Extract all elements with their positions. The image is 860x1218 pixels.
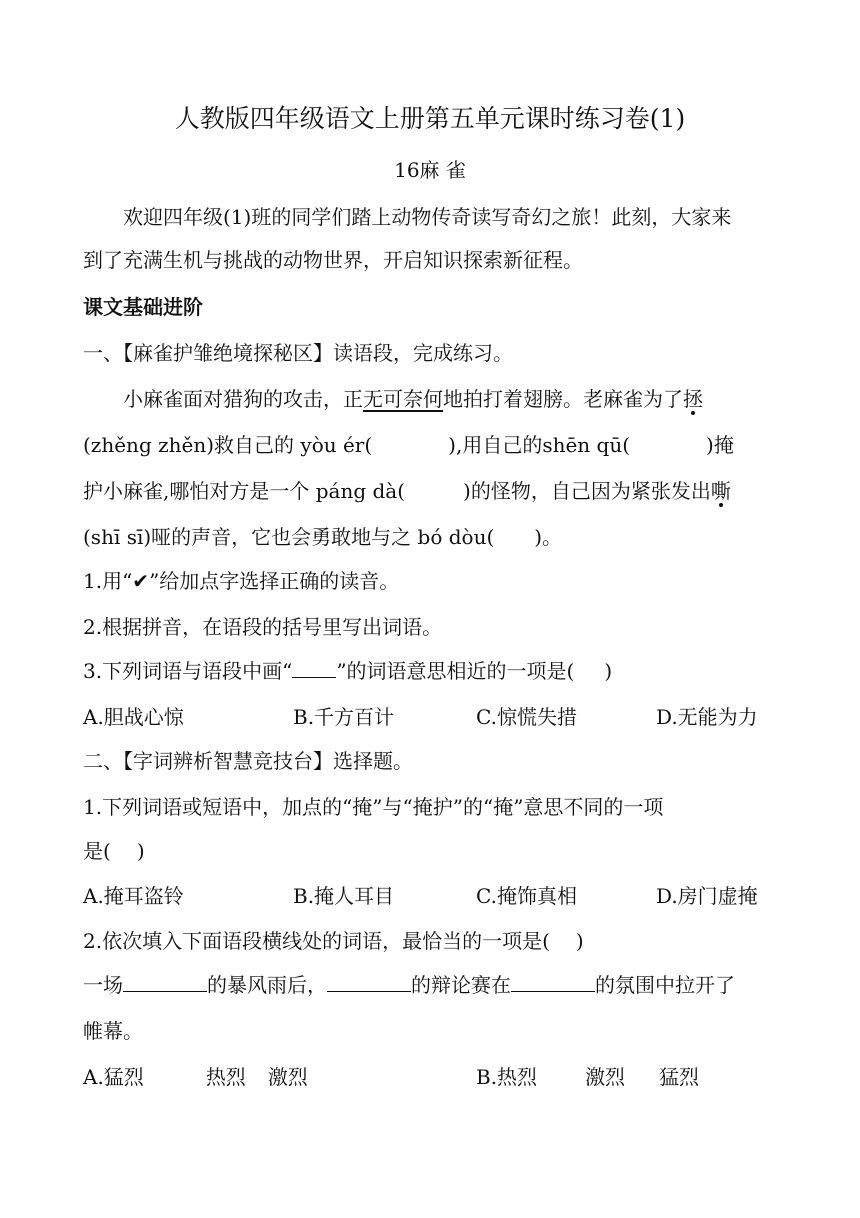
option-a[interactable]: A.胆战心惊 <box>83 705 184 729</box>
option-word: B.热烈 <box>476 1065 538 1089</box>
option-word: 热烈 <box>205 1065 246 1089</box>
sentence-text: 的氛围中拉开了 <box>595 973 735 997</box>
passage-line-1 <box>123 384 703 414</box>
option-c[interactable]: C.惊慌失措 <box>476 705 577 729</box>
option-a[interactable] <box>83 1062 308 1092</box>
option-a[interactable]: A.掩耳盗铃 <box>83 884 184 908</box>
option-word: 激烈 <box>585 1065 626 1089</box>
option-b[interactable]: B.千方百计 <box>293 705 395 729</box>
question-3 <box>83 656 612 686</box>
underline-sample <box>292 657 336 678</box>
question-1: 1.用“✔”给加点字选择正确的读音。 <box>83 569 400 593</box>
passage-text: 护小麻雀,哪怕对方是一个 páng dà( <box>83 479 406 503</box>
part2-question-1-line-2 <box>83 836 145 866</box>
section-heading: 课文基础进阶 <box>83 295 203 319</box>
dotted-char: 嘶 <box>710 479 731 503</box>
fill-blank[interactable] <box>123 971 207 992</box>
question-text: ) <box>604 659 613 683</box>
fill-blank[interactable] <box>511 971 595 992</box>
question-2: 2.根据拼音，在语段的括号里写出词语。 <box>83 615 443 639</box>
option-d[interactable]: D.无能为力 <box>656 705 758 729</box>
lesson-title: 16麻 雀 <box>394 158 466 182</box>
question-text: ) <box>575 929 584 953</box>
underlined-phrase: 无可奈何 <box>363 387 443 411</box>
page-title: 人教版四年级语文上册第五单元课时练习卷(1) <box>174 104 686 133</box>
passage-text: ),用自己的shēn qū( <box>448 433 631 457</box>
passage-line-4 <box>83 522 562 552</box>
part2-question-1-line-1: 1.下列词语或短语中，加点的“掩”与“掩护”的“掩”意思不同的一项 <box>83 795 664 819</box>
question-text: ) <box>136 839 145 863</box>
part2-question-2 <box>83 926 584 956</box>
passage-text: )。 <box>534 525 563 549</box>
passage-text: (shī sī)哑的声音，它也会勇敢地与之 bó dòu( <box>83 525 495 549</box>
passage-text: 地拍打着翅膀。老麻雀为了 <box>443 387 683 411</box>
question-text: 3.下列词语与语段中画“ <box>83 659 293 683</box>
part1-heading: 一、【麻雀护雏绝境探秘区】读语段，完成练习。 <box>83 341 513 365</box>
option-d[interactable]: D.房门虚掩 <box>656 884 758 908</box>
option-word: A.猛烈 <box>83 1065 144 1089</box>
fill-in-sentence <box>83 970 735 1000</box>
passage-text: )的怪物，自己因为紧张发出 <box>463 479 711 503</box>
dotted-char: 拯 <box>683 387 703 411</box>
sentence-text: 的辩论赛在 <box>411 973 511 997</box>
sentence-text: 一场 <box>83 973 123 997</box>
option-word: 猛烈 <box>659 1065 700 1089</box>
part2-heading: 二、【字词辨析智慧竞技台】选择题。 <box>83 749 413 773</box>
option-c[interactable]: C.掩饰真相 <box>476 884 577 908</box>
option-word: 激烈 <box>267 1065 308 1089</box>
intro-line-2: 到了充满生机与挑战的动物世界，开启知识探索新征程。 <box>83 248 583 272</box>
question-text: 2.依次填入下面语段横线处的词语，最恰当的一项是( <box>83 929 550 953</box>
question-text: ”的词语意思相近的一项是( <box>336 659 575 683</box>
option-b[interactable]: B.掩人耳目 <box>293 884 395 908</box>
passage-text: )掩 <box>706 433 734 457</box>
intro-line-1: 欢迎四年级(1)班的同学们踏上动物传奇读写奇幻之旅！此刻，大家来 <box>123 205 732 229</box>
fill-in-sentence-end: 帷幕。 <box>83 1019 143 1043</box>
option-b[interactable] <box>476 1062 699 1092</box>
passage-text: (zhěng zhěn)救自己的 yòu ér( <box>83 433 373 457</box>
passage-line-3 <box>83 476 731 506</box>
passage-text: 小麻雀面对猎狗的攻击，正 <box>123 387 363 411</box>
fill-blank[interactable] <box>327 971 411 992</box>
sentence-text: 的暴风雨后， <box>207 973 327 997</box>
passage-line-2 <box>83 430 734 460</box>
question-text: 是( <box>83 839 111 863</box>
